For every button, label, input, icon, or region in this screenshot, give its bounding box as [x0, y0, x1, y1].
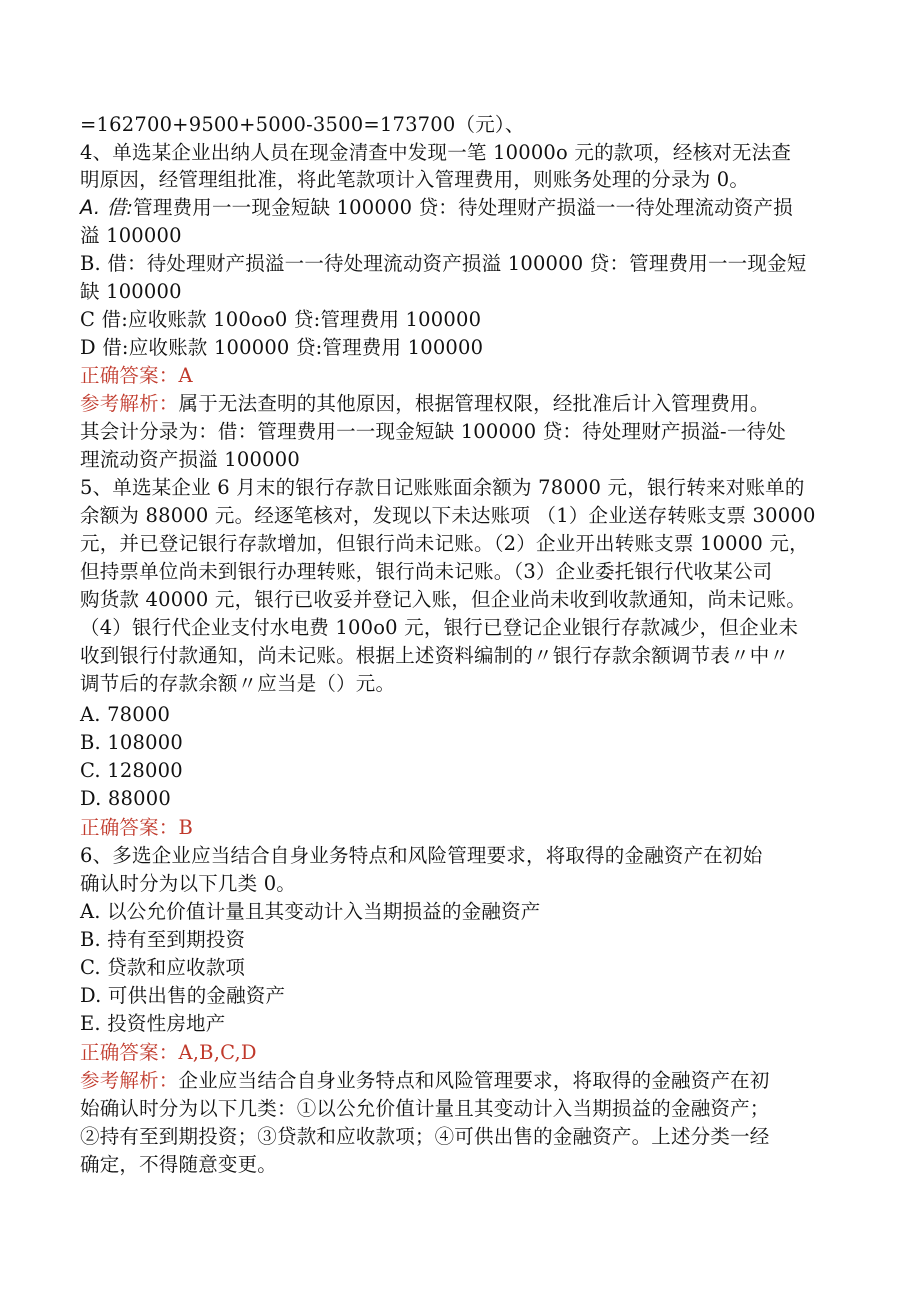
q6-option-c: C. 贷款和应收款项 [80, 956, 246, 979]
q5-stem-line-4: 但持票单位尚未到银行办理转账，银行尚未记账。（3）企业委托银行代收某公司 [80, 560, 773, 583]
q5-stem-line-2: 余额为 88000 元。经逐笔核对，发现以下未达账项 （1）企业送存转账支票 30000 [80, 504, 816, 527]
q6-option-d: D. 可供出售的金融资产 [80, 984, 286, 1007]
q4-analysis-text-body: 属于无法查明的其他原因，根据管理权限，经批准后计入管理费用。 [178, 392, 770, 415]
q6-option-e: E. 投资性房地产 [80, 1012, 226, 1035]
q4-stem-line-2: 明原因，经管理组批准，将此笔款项计入管理费用，则账务处理的分录为 0。 [80, 168, 750, 191]
q6-answer: 正确答案：A,B,C,D [80, 1041, 257, 1064]
q6-option-b: B. 持有至到期投资 [80, 928, 246, 951]
q4-answer: 正确答案：A [80, 364, 193, 387]
q5-stem-line-5: 购货款 40000 元，银行已收妥并登记入账，但企业尚未收到收款通知，尚未记账。 [80, 588, 806, 611]
q4-analysis-text: 参考解析： [80, 392, 179, 415]
q6-option-a: A. 以公允价值计量且其变动计入当期损益的金融资产 [80, 900, 541, 923]
q4-option-a-prefix: A. 借: [80, 196, 134, 219]
q4-option-b-line-1: B. 借：待处理财产损溢一一待处理流动资产损溢 100000 贷：管理费用一一现金短 [80, 252, 807, 275]
q6-analysis-line-3: ②持有至到期投资；③贷款和应收款项；④可供出售的金融资产。上述分类一经 [80, 1125, 770, 1148]
q4-option-d: D 借:应收账款 100000 贷:管理费用 100000 [80, 336, 484, 359]
q6-analysis-text: 参考解析： [80, 1069, 179, 1092]
q6-stem-line-2: 确认时分为以下几类 0。 [80, 872, 297, 895]
q5-stem-line-8: 调节后的存款余额〃应当是（）元。 [80, 672, 396, 695]
q5-stem-line-1: 5、单选某企业 6 月末的银行存款日记账账面余额为 78000 元，银行转来对账单的 [80, 476, 805, 499]
q6-analysis-line-2: 始确认时分为以下几类：①以公允价值计量且其变动计入当期损益的金融资产； [80, 1097, 770, 1120]
q4-option-c: C 借:应收账款 100oo0 贷:管理费用 100000 [80, 308, 482, 331]
q6-analysis-line-4: 确定，不得随意变更。 [80, 1153, 278, 1176]
q6-analysis-line-1 [80, 1068, 770, 1094]
q5-option-d: D. 88000 [80, 787, 171, 810]
q4-option-a-line-1 [80, 195, 793, 221]
q4-option-b-line-2: 缺 100000 [80, 280, 182, 303]
q3-result-line: =162700+9500+5000-3500=173700（元）、 [80, 113, 525, 136]
q5-stem-line-7: 收到银行付款通知，尚未记账。根据上述资料编制的〃银行存款余额调节表〃中〃 [80, 644, 790, 667]
q4-analysis-line-3: 理流动资产损溢 100000 [80, 448, 300, 471]
q5-option-b: B. 108000 [80, 731, 183, 754]
q5-stem-line-3: 元，并已登记银行存款增加，但银行尚未记账。（2）企业开出转账支票 10000 元， [80, 532, 809, 555]
q5-option-c: C. 128000 [80, 759, 183, 782]
q4-option-a-line-2: 溢 100000 [80, 224, 182, 247]
q4-stem-line-1: 4、单选某企业出纳人员在现金清查中发现一笔 10000o 元的款项，经核对无法查 [80, 141, 792, 164]
q4-analysis-line-2: 其会计分录为：借：管理费用一一现金短缺 100000 贷：待处理财产损溢-一待处 [80, 420, 786, 443]
q6-stem-line-1: 6、多选企业应当结合自身业务特点和风险管理要求，将取得的金融资产在初始 [80, 844, 763, 867]
q5-stem-line-6: （4）银行代企业支付水电费 100o0 元，银行已登记企业银行存款减少，但企业未 [80, 616, 799, 639]
q4-option-a-text: 管理费用一一现金短缺 100000 贷：待处理财产损溢一一待处理流动资产损 [133, 196, 793, 219]
q4-analysis-line-1 [80, 391, 770, 417]
q6-analysis-text-body: 企业应当结合自身业务特点和风险管理要求，将取得的金融资产在初 [178, 1069, 770, 1092]
q5-option-a: A. 78000 [80, 703, 171, 726]
q5-answer: 正确答案：B [80, 816, 194, 839]
